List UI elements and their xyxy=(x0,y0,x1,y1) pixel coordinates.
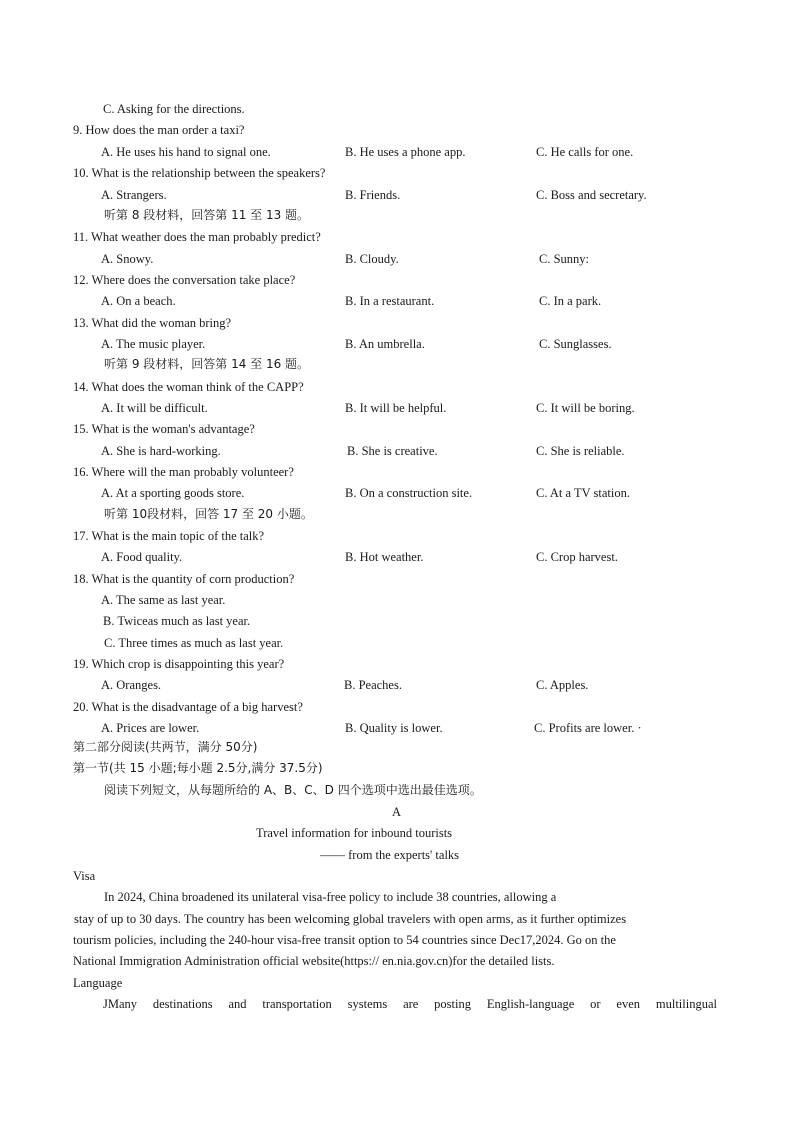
q15-option-b: B. She is creative. xyxy=(347,444,438,458)
word: transportation xyxy=(262,997,332,1011)
q18-option-a: A. The same as last year. xyxy=(101,593,226,607)
visa-paragraph-line-4: National Immigration Administration official website(https:// en.nia.gov.cn)for the detailed lists. xyxy=(73,954,555,968)
q20-option-c: C. Profits are lower. · xyxy=(534,721,642,735)
language-heading: Language xyxy=(73,976,123,990)
q9-option-a: A. He uses his hand to signal one. xyxy=(101,145,271,159)
question-10: 10. What is the relationship between the speakers? xyxy=(73,166,326,180)
q11-option-c: C. Sunny: xyxy=(539,252,590,266)
q13-option-c: C. Sunglasses. xyxy=(539,337,612,351)
section-1-heading: 第一节(共 15 小题;每小题 2.5分,满分 37.5分) xyxy=(73,761,323,775)
q8-option-c: C. Asking for the directions. xyxy=(103,102,245,116)
q14-option-c: C. It will be boring. xyxy=(536,401,635,415)
q16-option-b: B. On a construction site. xyxy=(345,486,473,500)
word: are xyxy=(403,997,419,1011)
question-17: 17. What is the main topic of the talk? xyxy=(73,529,265,543)
q19-option-c: C. Apples. xyxy=(536,678,589,692)
q11-option-a: A. Snowy. xyxy=(101,252,154,266)
word: destinations xyxy=(152,997,213,1011)
question-14: 14. What does the woman think of the CAPP? xyxy=(73,380,304,394)
q12-option-c: C. In a park. xyxy=(539,294,602,308)
q19-option-b: B. Peaches. xyxy=(344,678,402,692)
q10-option-a: A. Strangers. xyxy=(101,188,167,202)
word: multilingual xyxy=(655,997,717,1011)
question-15: 15. What is the woman's advantage? xyxy=(73,422,255,436)
q17-option-b: B. Hot weather. xyxy=(345,550,424,564)
question-12: 12. Where does the conversation take place? xyxy=(73,273,296,287)
section-heading-8: 听第 8 段材料，回答第 11 至 13 题。 xyxy=(104,208,310,222)
q17-option-a: A. Food quality. xyxy=(101,550,183,564)
question-11: 11. What weather does the man probably predict? xyxy=(73,230,321,244)
question-18: 18. What is the quantity of corn production? xyxy=(73,572,295,586)
q16-option-a: A. At a sporting goods store. xyxy=(101,486,245,500)
word: posting xyxy=(434,997,471,1011)
q10-option-b: B. Friends. xyxy=(345,188,401,202)
section-heading-10: 听第 10段材料，回答 17 至 20 小题。 xyxy=(104,507,313,521)
q14-option-a: A. It will be difficult. xyxy=(101,401,208,415)
q14-option-b: B. It will be helpful. xyxy=(345,401,447,415)
q18-option-b: B. Twiceas much as last year. xyxy=(103,614,251,628)
word: or xyxy=(590,997,601,1011)
section-heading-9: 听第 9 段材料，回答第 14 至 16 题。 xyxy=(104,357,310,371)
q10-option-c: C. Boss and secretary. xyxy=(536,188,647,202)
visa-paragraph-line-3: tourism policies, including the 240-hour visa-free transit option to 54 countries since Dec17,2024. Go on the xyxy=(73,933,616,947)
q16-option-c: C. At a TV station. xyxy=(536,486,630,500)
visa-paragraph-line-1: In 2024, China broadened its unilateral visa-free policy to include 38 countries, allowing a xyxy=(104,890,557,904)
q20-option-b: B. Quality is lower. xyxy=(345,721,443,735)
language-paragraph-line-1 xyxy=(103,996,717,1012)
q11-option-b: B. Cloudy. xyxy=(345,252,399,266)
q20-option-a: A. Prices are lower. xyxy=(101,721,200,735)
q13-option-b: B. An umbrella. xyxy=(345,337,425,351)
part-2-heading: 第二部分阅读(共两节，满分 50分) xyxy=(73,740,258,754)
visa-paragraph-line-2: stay of up to 30 days. The country has been welcoming global travelers with open arms, as it further optimizes xyxy=(74,912,627,926)
passage-title: Travel information for inbound tourists xyxy=(256,826,453,840)
question-13: 13. What did the woman bring? xyxy=(73,316,232,330)
q12-option-b: B. In a restaurant. xyxy=(345,294,435,308)
question-9: 9. How does the man order a taxi? xyxy=(73,123,245,137)
q17-option-c: C. Crop harvest. xyxy=(536,550,618,564)
q9-option-b: B. He uses a phone app. xyxy=(345,145,466,159)
q18-option-c: C. Three times as much as last year. xyxy=(104,636,284,650)
question-19: 19. Which crop is disappointing this year? xyxy=(73,657,285,671)
passage-subtitle: —— from the experts' talks xyxy=(320,848,460,862)
q12-option-a: A. On a beach. xyxy=(101,294,176,308)
visa-heading: Visa xyxy=(73,869,96,883)
word: JMany xyxy=(103,997,138,1011)
q15-option-c: C. She is reliable. xyxy=(536,444,625,458)
word: English-language xyxy=(486,997,575,1011)
q9-option-c: C. He calls for one. xyxy=(536,145,634,159)
word: even xyxy=(616,997,641,1011)
q15-option-a: A. She is hard-working. xyxy=(101,444,221,458)
q13-option-a: A. The music player. xyxy=(101,337,206,351)
question-16: 16. Where will the man probably volunteer? xyxy=(73,465,294,479)
word: and xyxy=(228,997,247,1011)
word: systems xyxy=(347,997,388,1011)
reading-instructions: 阅读下列短文，从每题所给的 A、B、C、D 四个选项中选出最佳选项。 xyxy=(104,783,482,797)
q19-option-a: A. Oranges. xyxy=(101,678,162,692)
passage-letter: A xyxy=(392,805,402,819)
question-20: 20. What is the disadvantage of a big harvest? xyxy=(73,700,303,714)
